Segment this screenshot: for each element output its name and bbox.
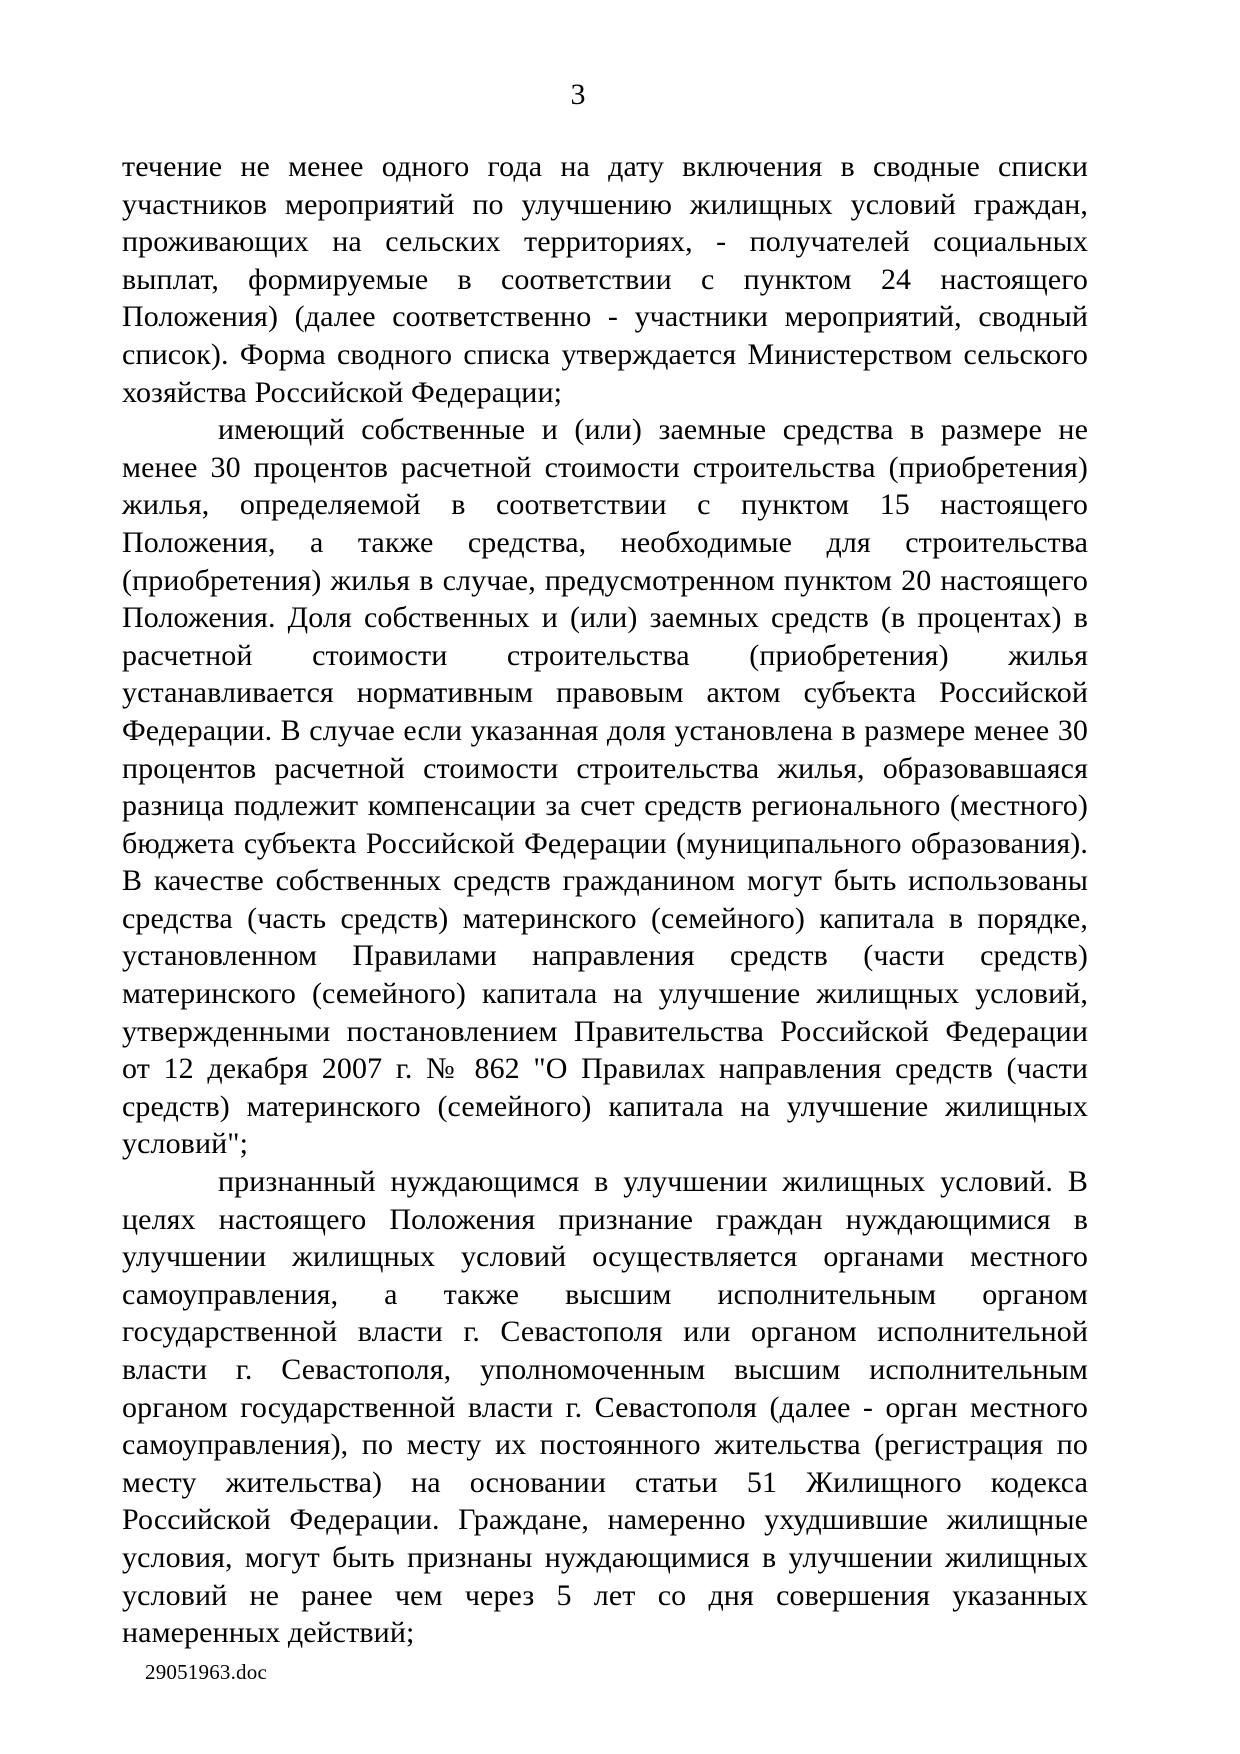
footer-filename: 29051963.doc — [145, 1660, 267, 1684]
paragraph-own-funds: имеющий собственные и (или) заемные средства в размере не менее 30 процентов расчетной стоимости строительства (приобретения) жилья, определяемой в соответствии с пунктом 15 настоящего Положения, а также средства, необходимые для строительства (приобретения) жилья в случае, предусмотренном пунктом 20 настоящего Положения. Доля собственных и (или) заемных средств (в процентах) в расчетной стоимости строительства (приобретения) жилья устанавливается нормативным правовым актом субъекта Российской Федерации. В случае если указанная доля установлена в размере менее 30 процентов расчетной стоимости строительства жилья, образовавшаяся разница подлежит компенсации за счет средств регионального (местного) бюджета субъекта Российской Федерации (муниципального образования). В качестве собственных средств гражданином могут быть использованы средства (часть средств) материнского (семейного) капитала в порядке, установленном Правилами направления средств (части средств) материнского (семейного) капитала на улучшение жилищных условий, утвержденными постановлением Правительства Российской Федерации от 12 декабря 2007 г. № 862 "О Правилах направления средств (части средств) материнского (семейного) капитала на улучшение жилищных условий"; — [122, 413, 1088, 1161]
document-body — [122, 148, 1088, 1652]
page-number: 3 — [570, 78, 586, 111]
paragraph-consolidated-lists: течение не менее одного года на дату включения в сводные списки участников мероприятий по улучшению жилищных условий граждан, проживающих на сельских территориях, - получателей социальных выплат, формируемые в соответствии с пунктом 24 настоящего Положения) (далее соответственно - участники мероприятий, сводный список). Форма сводного списка утверждается Министерством сельского хозяйства Российской Федерации; — [122, 150, 1088, 409]
paragraph-housing-need-recognition: признанный нуждающимся в улучшении жилищных условий. В целях настоящего Положения признание граждан нуждающимися в улучшении жилищных условий осуществляется органами местного самоуправления, а также высшим исполнительным органом государственной власти г. Севастополя или органом исполнительной власти г. Севастополя, уполномоченным высшим исполнительным органом государственной власти г. Севастополя (далее - орган местного самоуправления), по месту их постоянного жительства (регистрация по месту жительства) на основании статьи 51 Жилищного кодекса Российской Федерации. Граждане, намеренно ухудшившие жилищные условия, могут быть признаны нуждающимися в улучшении жилищных условий не ранее чем через 5 лет со дня совершения указанных намеренных действий; — [122, 1165, 1088, 1650]
